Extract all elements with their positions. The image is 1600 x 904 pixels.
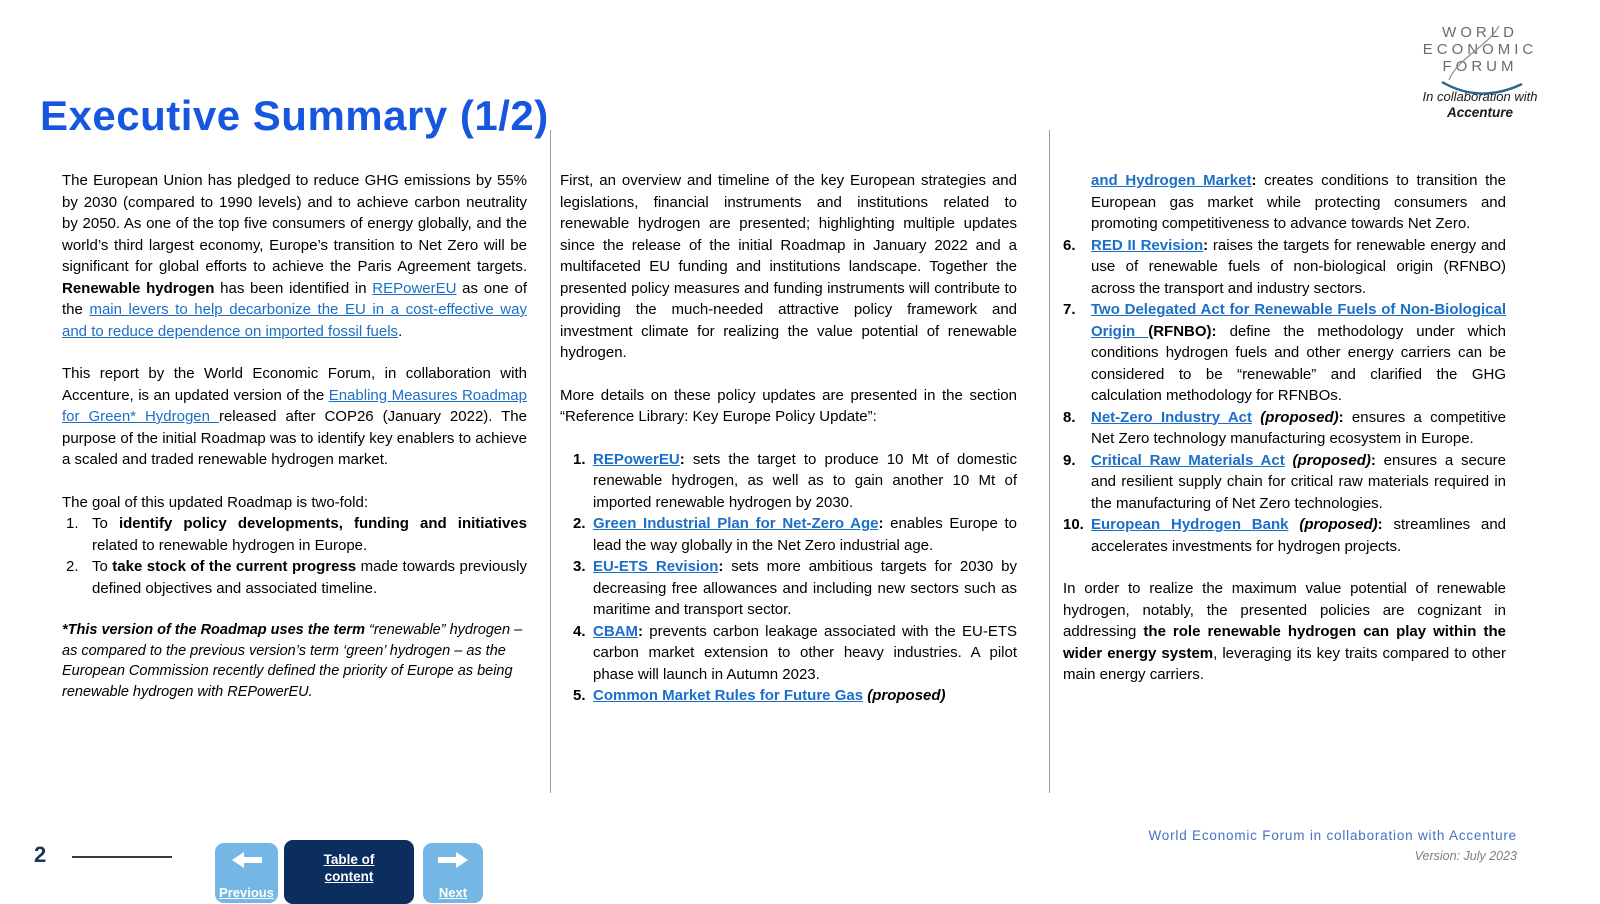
text-run: as one of the (62, 279, 527, 318)
text-run: sets the target to produce 10 Mt of domestic renewable hydrogen, as well as to gain another 10 Mt of imported renewable hydrogen by 2030. (593, 450, 1017, 511)
list-item-text (1091, 407, 1506, 450)
text-run: (proposed) (1299, 516, 1378, 533)
text-run: The European Union has pledged to reduce GHG emissions by 55% by 2030 (compared to 1990 levels) and to achieve carbon neutrality by 2050. As one of the top five consumers of energy globally, and the world’s third largest economy, Europe’s transition to Net Zero will be significant for global efforts to achieve the Paris Agreement targets. (62, 172, 527, 275)
list-number: 6. (1063, 236, 1076, 254)
paragraph (560, 385, 1017, 428)
list-item-text (593, 513, 1017, 556)
partner-name: Accenture (1446, 105, 1514, 120)
closing-paragraph (1063, 578, 1506, 686)
text-link[interactable]: EU-ETS Revision (593, 558, 719, 575)
list-number: 4. (573, 622, 586, 640)
text-run: Renewable hydrogen (62, 279, 215, 297)
paragraph (560, 170, 1017, 364)
collaboration-label: In collaboration with (1422, 89, 1538, 104)
text-run: ensures a competitive Net Zero technology manufacturing ecosystem in Europe. (1091, 408, 1507, 447)
column-divider (1049, 130, 1050, 793)
previous-button-label: Previous (219, 885, 274, 900)
list-item (560, 621, 1017, 686)
text-run: made towards previously defined objectives and associated timeline. (92, 558, 528, 597)
list-item-text (593, 685, 1017, 707)
text-link[interactable]: RED II Revision (1091, 236, 1204, 254)
text-run: (proposed) (867, 687, 946, 704)
list-number: 7. (1063, 301, 1076, 318)
list-item (560, 685, 1017, 707)
table-of-content-button[interactable] (284, 840, 414, 904)
list-item-text (593, 449, 1017, 514)
text-run: define the methodology under which conditions hydrogen fuels and other energy carriers can be considered to be “renewable” and clarified the GHG calculation methodology for RFNBOs. (1091, 322, 1506, 404)
text-run: the role renewable hydrogen can play within the wider energy system (1063, 623, 1506, 662)
list-item-continuation (1091, 170, 1506, 235)
page-title: Executive Summary (1/2) (40, 92, 549, 140)
list-number: 1. (66, 515, 79, 532)
left-column (62, 170, 527, 702)
text-run: . (398, 322, 403, 340)
list-item-text (1091, 514, 1506, 557)
toc-button-label-line1: Table of (323, 852, 375, 867)
footnote (62, 620, 527, 702)
text-run: To (92, 558, 113, 575)
list-number: 9. (1063, 451, 1076, 469)
text-run: (RFNBO) (1148, 322, 1212, 340)
list-item-text (1091, 450, 1506, 515)
footer-version: Version: July 2023 (1414, 849, 1517, 863)
right-column (1063, 170, 1506, 686)
text-run: First, an overview and timeline of the key European strategies and legislations, financial instruments and institutions related to renewable hydrogen are presented; highlighting multiple updates since the release of the initial Roadmap in January 2022 and a multifaceted EU funding and institutions landscape. Together the presented policy measures and funding instruments will contribute to providing the much-needed attractive policy framework and investment climate for realizing the value potential of renewable hydrogen. (560, 172, 1017, 361)
text-run: (proposed) (1260, 408, 1339, 426)
middle-column (560, 170, 1017, 707)
text-run: This report by the World Economic Forum, in collaboration with Accenture, is an updated version of the (62, 365, 527, 404)
list-item (560, 449, 1017, 514)
toc-button-label-line2: content (324, 869, 374, 884)
footer-divider-line (72, 856, 172, 858)
text-link[interactable]: Two Delegated Act for Renewable Fuels of Non-Biological Origin (1091, 301, 1506, 340)
text-run: “renewable” hydrogen – as compared to the previous version’s term ‘green’ hydrogen – as the European Commission recently defined the priority of Europe as being renewable hydrogen with REPowerEU. (62, 622, 523, 700)
text-run: : (1377, 516, 1394, 533)
list-item (1063, 407, 1506, 450)
text-run: raises the targets for renewable energy and use of renewable fuels of non-biological origin (RFNBO) across the transport and industry sectors. (1091, 236, 1506, 297)
list-item (1063, 235, 1506, 300)
footer-credit: World Economic Forum in collaboration with Accenture (1148, 828, 1517, 843)
text-run: take stock of the current progress (112, 558, 357, 575)
text-run: : (1251, 172, 1265, 189)
text-run: : (638, 622, 650, 640)
text-link[interactable]: main levers to help decarbonize the EU in a cost-effective way and to reduce dependence on imported fossil fuels (62, 301, 527, 340)
next-arrow-icon (438, 852, 468, 868)
list-item (1063, 450, 1506, 515)
text-run: creates conditions to transition the European gas market while protecting consumers and promoting competitiveness to advance towards Net Zero. (1091, 172, 1506, 232)
text-run: released after COP26 (January 2022). The purpose of the initial Roadmap was to identify key enablers to achieve a scaled and traded renewable hydrogen market. (62, 408, 527, 468)
list-item-text (593, 621, 1017, 686)
text-run: , leveraging its key traits compared to other main energy carriers. (1063, 644, 1506, 683)
list-item (1063, 299, 1506, 407)
text-link[interactable]: and Hydrogen Market (1091, 172, 1252, 189)
text-link[interactable]: Enabling Measures Roadmap for Green* Hydrogen (62, 386, 527, 425)
text-run: identify policy developments, funding and initiatives (118, 515, 527, 532)
list-item-text (92, 513, 527, 556)
list-number: 2. (573, 515, 586, 532)
text-link[interactable]: Net-Zero Industry Act (1091, 408, 1252, 426)
text-run: streamlines and accelerates investments for hydrogen projects. (1091, 516, 1507, 555)
text-run: : (1203, 236, 1213, 254)
text-link[interactable]: REPowerEU (593, 450, 680, 468)
list-item-text (1091, 299, 1506, 407)
text-run: sets more ambitious targets for 2030 by decreasing free allowances and including new sectors such as maritime and transport sector. (593, 558, 1017, 618)
text-link[interactable]: European Hydrogen Bank (1091, 516, 1289, 533)
text-run: : (1370, 451, 1384, 469)
list-item (62, 556, 527, 599)
text-run: related to renewable hydrogen in Europe. (92, 536, 368, 554)
text-link[interactable]: Common Market Rules for Future Gas (593, 687, 864, 704)
text-link[interactable]: REPowerEU (372, 279, 457, 297)
paragraph (62, 170, 527, 342)
list-number: 2. (66, 558, 79, 575)
previous-button[interactable] (215, 843, 278, 903)
text-run: (proposed) (1292, 451, 1371, 469)
page-number: 2 (34, 842, 47, 867)
goal-intro: The goal of this updated Roadmap is two-fold: (62, 493, 369, 511)
text-run: enables Europe to lead the way globally in the Net Zero industrial age. (593, 515, 1017, 554)
list-item (560, 556, 1017, 621)
next-button[interactable] (423, 843, 483, 903)
wef-logo-text (1402, 24, 1558, 75)
text-link[interactable]: CBAM (593, 622, 638, 640)
list-number: 8. (1063, 408, 1076, 426)
list-item-text (593, 556, 1017, 621)
list-item-text (92, 556, 527, 599)
text-link[interactable]: Critical Raw Materials Act (1091, 451, 1285, 469)
list-item-text (1091, 235, 1506, 300)
text-run: More details on these policy updates are presented in the section “Reference Library: Key Europe Policy Update”: (560, 386, 1017, 425)
list-item (1063, 514, 1506, 557)
list-number: 5. (573, 687, 586, 704)
text-link[interactable]: Green Industrial Plan for Net-Zero Age (593, 515, 879, 532)
text-run: : (679, 450, 693, 468)
text-run: *This version of the Roadmap uses the term (62, 622, 369, 638)
wef-logo-line-3: FORUM (1442, 58, 1518, 75)
next-button-label: Next (438, 885, 468, 900)
list-number: 3. (573, 558, 586, 575)
text-run: prevents carbon leakage associated with the EU-ETS carbon market extension to other heavy industries. A pilot phase will launch in Autumn 2023. (593, 622, 1017, 683)
wef-logo-line-1: WORLD (1442, 24, 1518, 41)
list-number: 1. (573, 450, 586, 468)
text-run: ensures a secure and resilient supply chain for critical raw materials required in the manufacturing of Net Zero technologies. (1091, 451, 1506, 512)
wef-logo-line-2: ECONOMIC (1422, 41, 1538, 58)
column-divider (550, 130, 551, 793)
text-run: To (92, 515, 119, 532)
text-run: : (1338, 408, 1352, 426)
list-number: 10. (1063, 516, 1084, 533)
wef-logo (1402, 24, 1558, 120)
text-run: has been identified in (214, 279, 373, 297)
text-run (1285, 452, 1293, 469)
paragraph (62, 363, 527, 471)
list-item (62, 513, 527, 556)
list-item (560, 513, 1017, 556)
text-run (1289, 516, 1300, 533)
previous-arrow-icon (232, 852, 262, 868)
text-run: : (1211, 322, 1230, 340)
text-run: In order to realize the maximum value potential of renewable hydrogen, notably, the presented policies are cognizant in addressing (1063, 580, 1506, 640)
text-run: : (718, 558, 732, 575)
text-run: : (878, 515, 891, 532)
